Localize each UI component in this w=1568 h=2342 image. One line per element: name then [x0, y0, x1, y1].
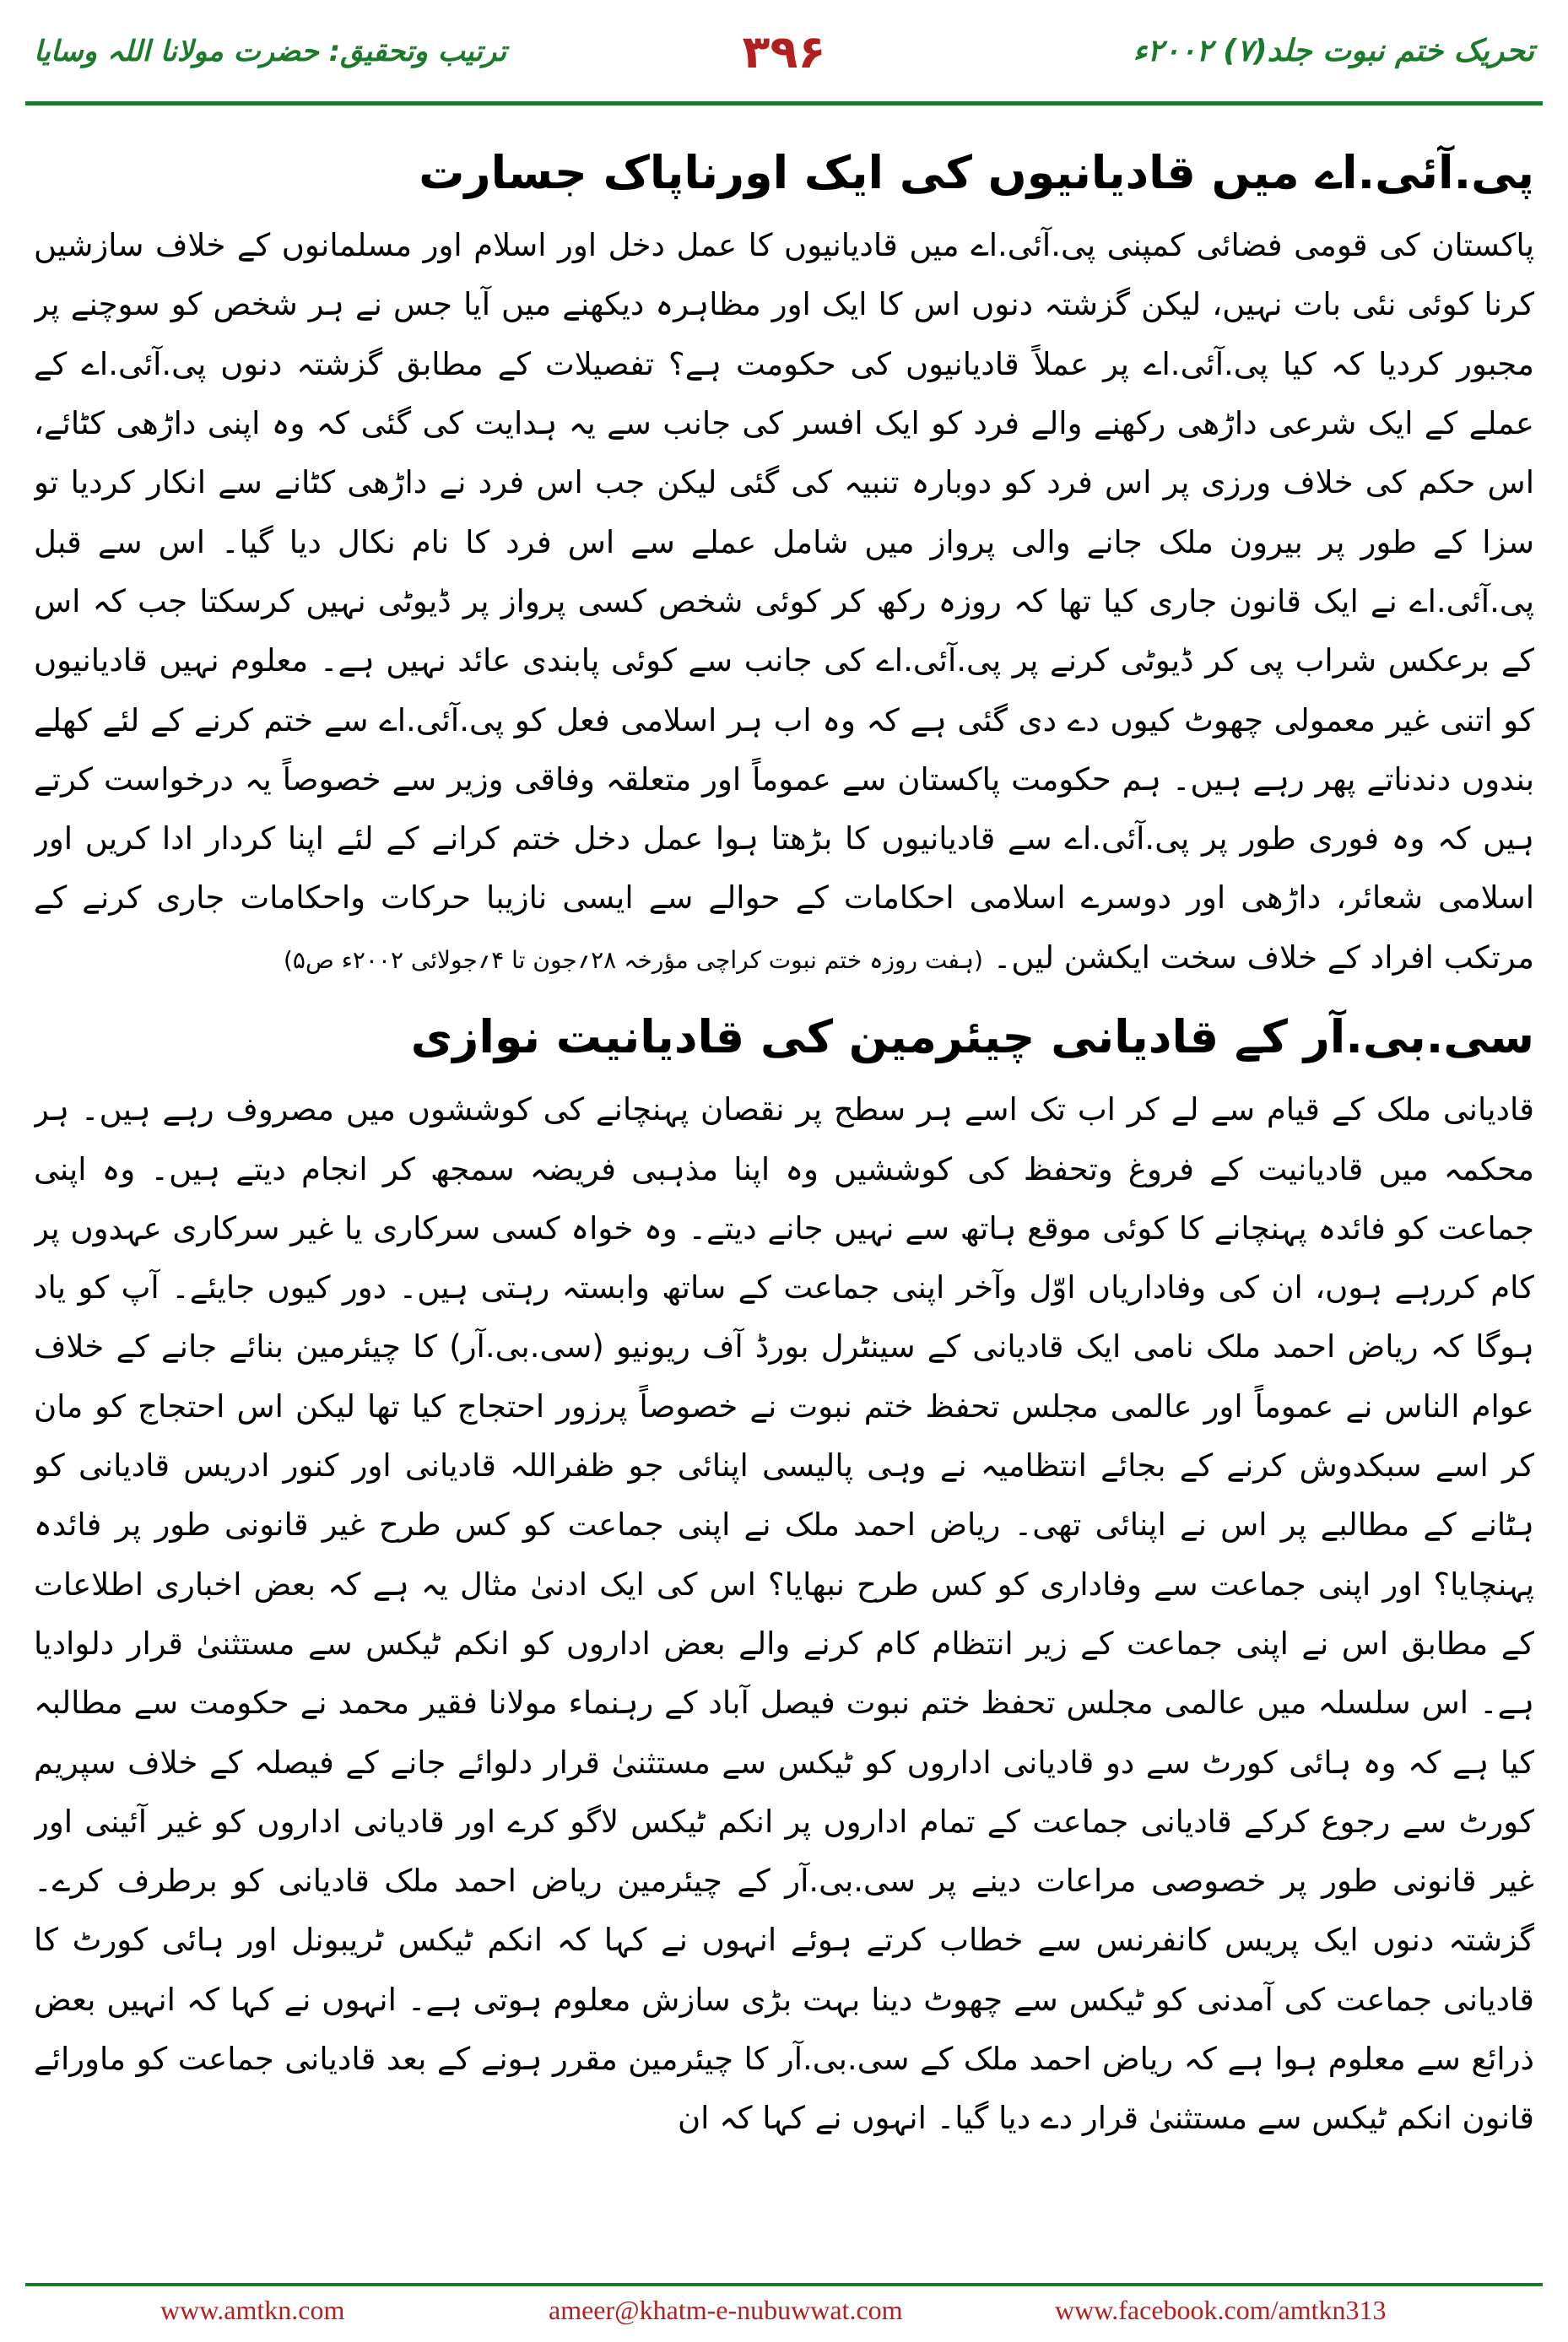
section-heading-cbr: سی.بی.آر کے قادیانی چیئرمین کی قادیانیت نوازی [410, 1010, 1534, 1064]
page-content [34, 135, 1534, 2262]
footer-website-link[interactable]: www.amtkn.com [160, 2295, 345, 2325]
book-title: تحریک ختم نبوت جلد(۷) ۲۰۰۲ء [1133, 34, 1534, 68]
source-citation: (ہفت روزہ ختم نبوت کراچی مؤرخہ ۲۸؍جون تا ۴؍جولائی ۲۰۰۲ء ص۵) [283, 945, 983, 974]
footer-email-link[interactable]: ameer@khatm-e-nubuwwat.com [549, 2295, 903, 2325]
footer-facebook-link[interactable]: www.facebook.com/amtkn313 [1055, 2295, 1387, 2325]
page-header [0, 0, 1568, 127]
page-footer [0, 2283, 1568, 2342]
compiler-credit: ترتیب وتحقیق: حضرت مولانا اللہ وسایا [34, 35, 507, 68]
section-heading-pia: پی.آئی.اے میں قادیانیوں کی ایک اورناپاک جسارت [419, 146, 1534, 199]
section-spacer [34, 987, 1534, 999]
header-divider [25, 101, 1543, 105]
section-body-pia-text: پاکستان کی قومی فضائی کمپنی پی.آئی.اے میں قادیانیوں کا عمل دخل اور اسلام اور مسلمانوں کے خلاف سازشیں کرنا کوئی نئی بات نہیں، لیکن گزشتہ دنوں اس کا ایک اور مظاہرہ دیکھنے میں آیا جس نے ہر شخص کو سوچنے پر مجبور کردیا کہ کیا پی.آئی.اے پر عملاً قادیانیوں کی حکومت ہے؟ تفصیلات کے مطابق گزشتہ دنوں پی.آئی.اے کے عملے کے ایک شرعی داڑھی رکھنے والے فرد کو ایک افسر کی جانب سے یہ ہدایت کی گئی کہ وہ اپنی داڑھی کٹائے، اس حکم کی خلاف ورزی پر اس فرد کو دوبارہ تنبیہ کی گئی لیکن جب اس فرد نے داڑھی کٹانے سے انکار کردیا تو سزا کے طور پر بیرون ملک جانے والی پرواز میں شامل عملے سے اس فرد کا نام نکال دیا گیا۔ اس سے قبل پی.آئی.اے نے ایک قانون جاری کیا تھا کہ روزہ رکھ کر کوئی شخص کسی پرواز پر ڈیوٹی نہیں کرسکتا جب کہ اس کے برعکس شراب پی کر ڈیوٹی کرنے پر پی.آئی.اے کی جانب سے کوئی پابندی عائد نہیں ہے۔ معلوم نہیں قادیانیوں کو اتنی غیر معمولی چھوٹ کیوں دے دی گئی ہے کہ وہ اب ہر اسلامی فعل کو پی.آئی.اے سے ختم کرنے کے لئے کھلے بندوں دندناتے پھر رہے ہیں۔ ہم حکومت پاکستان سے عموماً اور متعلقہ وفاقی وزیر سے خصوصاً یہ درخواست کرتے ہیں کہ وہ فوری طور پر پی.آئی.اے سے قادیانیوں کا بڑھتا ہوا عمل دخل ختم کرانے کے لئے اپنا کردار ادا کریں اور اسلامی شعائر، داڑھی اور دوسرے اسلامی احکامات کے حوالے سے ایسی نازیبا حرکات واحکامات جاری کرنے کے مرتکب افراد کے خلاف سخت ایکشن لیں۔ [34, 227, 1534, 976]
page-number: ۳۹۶ [742, 25, 826, 78]
footer-divider [25, 2283, 1543, 2286]
section-body-cbr: قادیانی ملک کے قیام سے لے کر اب تک اسے ہر سطح پر نقصان پہنچانے کی کوششوں میں مصروف رہے ہیں۔ ہر محکمہ میں قادیانیت کے فروغ وتحفظ کی کوششیں وہ اپنا مذہبی فریضہ سمجھ کر انجام دیتے ہیں۔ وہ اپنی جماعت کو فائدہ پہنچانے کا کوئی موقع ہاتھ سے نہیں جانے دیتے۔ وہ خواہ کسی سرکاری یا غیر سرکاری عہدوں پر کام کررہے ہوں، ان کی وفاداریاں اوّل وآخر اپنی جماعت کے ساتھ وابستہ رہتی ہیں۔ دور کیوں جایئے۔ آپ کو یاد ہوگا کہ ریاض احمد ملک نامی ایک قادیانی کے سینٹرل بورڈ آف ریونیو (سی.بی.آر) کا چیئرمین بنائے جانے کے خلاف عوام الناس نے عموماً اور عالمی مجلس تحفظ ختم نبوت نے خصوصاً پرزور احتجاج کیا تھا لیکن اس احتجاج کو مان کر اسے سبکدوش کرنے کے بجائے انتظامیہ نے وہی پالیسی اپنائی جو ظفراللہ قادیانی اور کنور ادریس قادیانی کو ہٹانے کے مطالبے پر اس نے اپنائی تھی۔ ریاض احمد ملک نے اپنی جماعت کو کس طرح غیر قانونی طور پر فائدہ پہنچایا؟ اور اپنی جماعت سے وفاداری کو کس طرح نبھایا؟ اس کی ایک ادنیٰ مثال یہ ہے کہ بعض اخباری اطلاعات کے مطابق اس نے اپنی جماعت کے زیر انتظام کام کرنے والے بعض اداروں کو انکم ٹیکس سے مستثنیٰ قرار دلوادیا ہے۔ اس سلسلہ میں عالمی مجلس تحفظ ختم نبوت فیصل آباد کے رہنماء مولانا فقیر محمد نے حکومت سے مطالبہ کیا ہے کہ وہ ہائی کورٹ سے دو قادیانی اداروں کو ٹیکس سے مستثنیٰ قرار دلوائے جانے کے فیصلہ کے خلاف سپریم کورٹ سے رجوع کرکے قادیانی جماعت کے تمام اداروں پر انکم ٹیکس لاگو کرے اور قادیانی اداروں کو غیر آئینی اور غیر قانونی طور پر خصوصی مراعات دینے پر سی.بی.آر کے چیئرمین ریاض احمد ملک قادیانی کو برطرف کرے۔ گزشتہ دنوں ایک پریس کانفرنس سے خطاب کرتے ہوئے انہوں نے کہا کہ انکم ٹیکس ٹریبونل اور ہائی کورٹ کا قادیانی جماعت کی آمدنی کو ٹیکس سے چھوٹ دینا بہت بڑی سازش معلوم ہوتی ہے۔ انہوں نے کہا کہ انہیں بعض ذرائع سے معلوم ہوا ہے کہ ریاض احمد ملک کے سی.بی.آر کا چیئرمین مقرر ہونے کے بعد قادیانی جماعت کو ماورائے قانون انکم ٹیکس سے مستثنیٰ قرار دے دیا گیا۔ انہوں نے کہا کہ ان [34, 1091, 1534, 2137]
section-body-pia [34, 216, 1534, 987]
